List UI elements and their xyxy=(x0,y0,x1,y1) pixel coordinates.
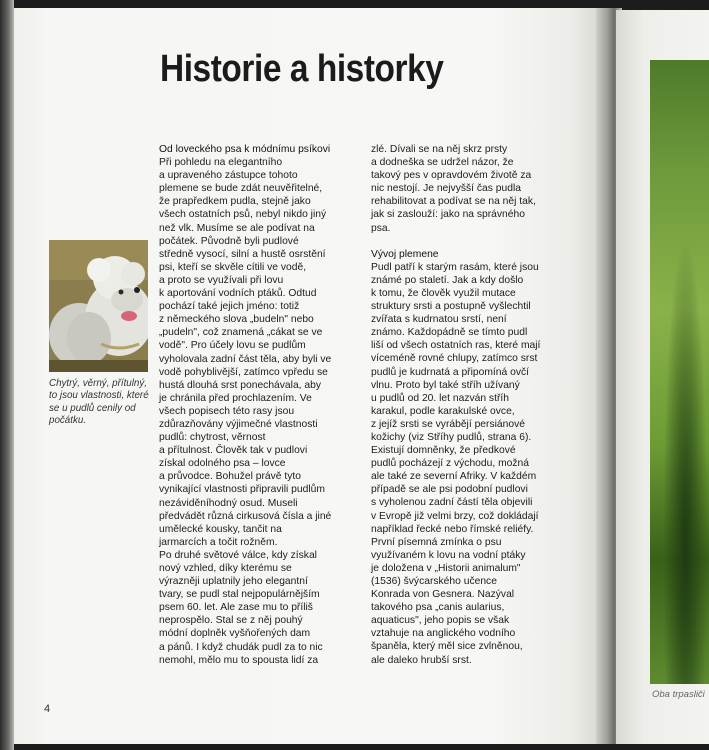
text-line: pudlů je kudrnatá a připomíná ovčí xyxy=(371,366,529,378)
text-line: Pudl patří k starým rasám, které jsou xyxy=(371,261,539,273)
text-line: například řecké nebo římské reliéfy. xyxy=(371,523,534,535)
text-line: (1536) švýcarského učence xyxy=(371,576,497,587)
text-line: je chránila před prochlazením. Ve xyxy=(159,392,312,404)
text-line: je doložena v „Historii animalum" xyxy=(371,562,521,574)
text-line: jarmarcích a točit rožněm. xyxy=(159,536,278,548)
text-line: využívaném k lovu na vodní ptáky xyxy=(371,549,526,561)
text-line: případě se ale psi podobní pudlovi xyxy=(371,484,528,496)
text-line: umělecké kousky, tančit na xyxy=(159,523,282,535)
text-line: všech popisech této rasy jsou xyxy=(159,405,295,417)
photo-caption: Chytrý, věrný, přítulný, to jsou vlastnosti, které se u pudlů cenily od počátku. xyxy=(49,378,149,426)
text-line: ale také ze severní Afriky. V každém xyxy=(371,471,537,483)
book-left-edge xyxy=(0,0,14,750)
right-photo-caption: Oba trpasliči xyxy=(652,689,705,700)
text-line: vynikající vlastnosti připravili pudlům xyxy=(159,484,325,496)
poodle-illustration xyxy=(49,240,148,372)
text-line: jak si zaslouží: jako na správného xyxy=(371,209,525,221)
text-line: k tomu, že člověk využil mutace xyxy=(371,287,516,299)
text-line: a upraveného zástupce tohoto xyxy=(159,170,298,182)
page-number: 4 xyxy=(44,703,51,715)
text-line: zlé. Dívali se na něj skrz prsty xyxy=(371,144,508,155)
text-line: psa. xyxy=(371,222,391,234)
text-line: „pudeln", což znamená „cákat se ve xyxy=(159,327,323,339)
text-line: zdůrazňovány výjimečné vlastnosti xyxy=(159,418,318,430)
text-line: s vyholenou zadní částí těla objevili xyxy=(371,497,533,509)
text-line: k aportování vodních ptáků. Odtud xyxy=(159,288,317,300)
text-line: z německého slova „budeln" nebo xyxy=(159,314,314,326)
text-line: středně vysocí, silní a hustě osrstění xyxy=(159,248,326,260)
text-line: nic nestojí. Je nejvyšší čas pudla xyxy=(371,183,521,195)
text-line: pudlů: chytrost, věrnost xyxy=(159,432,266,444)
section-heading: Od loveckého psa k módnímu psíkovi xyxy=(159,144,331,155)
text-line: nový vzhled, díky kterému se xyxy=(159,563,292,574)
text-line: získal odolného psa – lovce xyxy=(159,458,286,470)
text-line: karakul, podle karakulské ovce, xyxy=(371,405,515,417)
poodle-photo xyxy=(49,240,148,372)
text-line: a proto se využívali při lovu xyxy=(159,274,284,286)
column-1-lines xyxy=(159,156,369,667)
text-line: neprospělo. Stal se z něj pouhý xyxy=(159,615,303,627)
text-line: a dodneška se udržel názor, že xyxy=(371,157,514,169)
text-line: všech ostatních psů, nebyl nikdo jiný xyxy=(159,209,327,221)
text-line: nemohl, mělo mu to spousta lidí za xyxy=(159,654,319,666)
text-line: První písemná zmínka o psu xyxy=(371,536,502,548)
text-line: vodě". Pro účely lovu se pudlům xyxy=(159,340,306,352)
text-line: plemene se bude zdát neuvěřitelné, xyxy=(159,183,323,195)
text-line: víceméně rovné chlupy, zatímco srst xyxy=(371,353,538,365)
right-page-photo xyxy=(650,60,709,684)
text-line: a pánů. I když chudák pudl za to nic xyxy=(159,641,323,653)
text-line: vyholovala zadní část těla, aby byli ve xyxy=(159,353,332,365)
text-column-1 xyxy=(159,143,369,667)
paragraph-gap xyxy=(371,235,581,248)
text-line: že prapředkem pudla, stejně jako xyxy=(159,196,311,208)
text-line: španěla, který měl sice zvlněnou, xyxy=(371,641,523,653)
column-2-lines xyxy=(371,261,581,667)
text-line: vztahuje na anglického vodního xyxy=(371,628,516,640)
text-column-2 xyxy=(371,143,581,667)
text-line: psi, kteří se skvěle cítili ve vodě, xyxy=(159,261,307,273)
text-line: Existují domněnky, že předkové xyxy=(371,445,516,457)
text-line: známo. Každopádně se tímto pudl xyxy=(371,327,528,339)
text-line: vodě pohyblivější, zatímco vpředu se xyxy=(159,366,328,378)
text-line: počátek. Původně byli pudlové xyxy=(159,235,299,247)
text-line: Konrada von Gesnera. Nazýval xyxy=(371,589,515,601)
text-line: z jejíž srsti se vyrábějí persiánové xyxy=(371,418,525,430)
text-line: Po druhé světové válce, kdy získal xyxy=(159,549,317,561)
text-line: struktury srsti a postupně vyšlechtil xyxy=(371,301,531,313)
text-line: vlnu. Proto byl také stříh užívaný xyxy=(371,379,520,391)
text-line: a přítulnost. Člověk tak v pudlovi xyxy=(159,445,308,457)
text-line: tvary, se pudl stal nejpopulárnějším xyxy=(159,589,320,601)
text-line: ale daleko hrubší srst. xyxy=(371,654,472,666)
text-line: než vlk. Musíme se ale podívat na xyxy=(159,222,315,234)
text-line: Při pohledu na elegantního xyxy=(159,157,283,169)
column-2-top-lines xyxy=(371,143,581,235)
text-line: zvířata s kudrnatou srstí, není xyxy=(371,314,507,326)
section-heading: Vývoj plemene xyxy=(371,248,439,260)
text-line: v Evropě již velmi brzy, což dokládají xyxy=(371,510,539,522)
text-line: nezáviděníhodný osud. Museli xyxy=(159,497,298,509)
text-line: rehabilitovat a podívat se na něj tak, xyxy=(371,196,536,208)
text-line: kožichy (viz Stříhy pudlů, strana 6). xyxy=(371,431,532,443)
text-line: předvádět různá cirkusová čísla a jiné xyxy=(159,510,332,522)
text-line: u pudlů od 20. let nazván stříh xyxy=(371,392,509,404)
text-line: hustá dlouhá srst ponechávala, aby xyxy=(159,379,322,391)
text-line: aquaticus", jeho popis se však xyxy=(371,615,510,627)
page-title: Historie a historky xyxy=(160,48,444,90)
text-line: pochází také jejich jméno: totiž xyxy=(159,301,300,313)
text-line: psem 60. let. Ale zase mu to příliš xyxy=(159,602,313,614)
text-line: liší od všech ostatních ras, které mají xyxy=(371,340,541,352)
text-line: výrazněji uplatnily jeho elegantní xyxy=(159,576,308,588)
text-line: takového psa „canis aularius, xyxy=(371,602,505,614)
text-line: módní doplněk vyšňořených dam xyxy=(159,628,311,640)
text-line: pudlů pocházejí z východu, možná xyxy=(371,458,529,470)
text-line: známé po staletí. Jak a kdy došlo xyxy=(371,274,524,286)
text-line: a průvodce. Bohužel právě tyto xyxy=(159,471,301,483)
text-line: takový pes v opravdovém životě za xyxy=(371,170,532,182)
